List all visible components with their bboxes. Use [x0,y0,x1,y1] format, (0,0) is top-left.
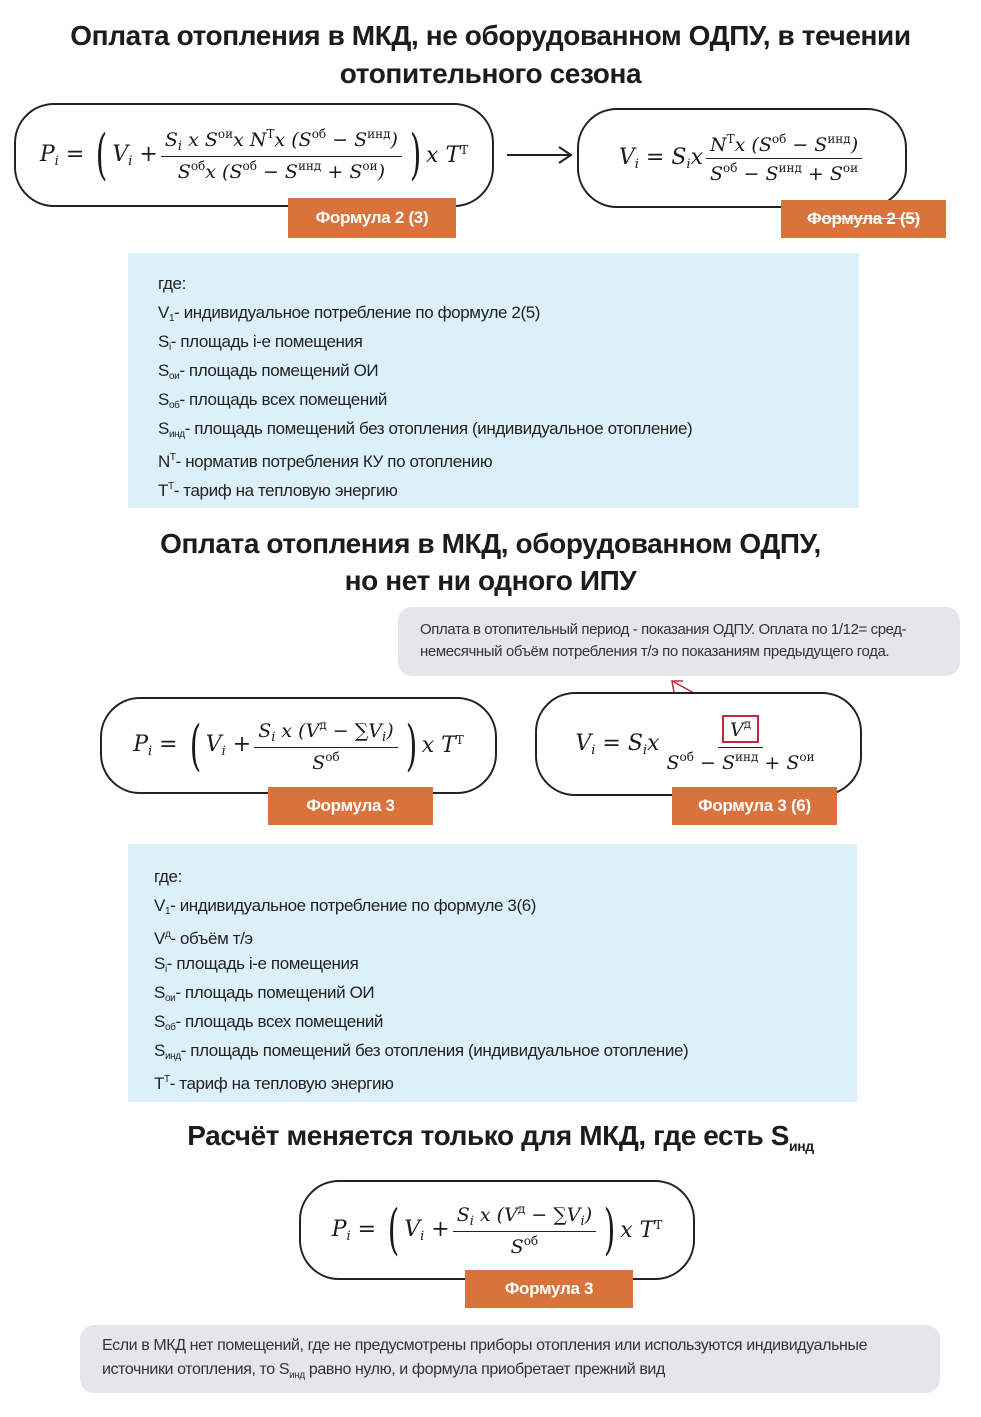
legend-item [158,298,859,327]
bottom-note-line2-b: равно нулю, и формула приобретает прежний вид [304,1361,665,1378]
legend-text: - норматив потребления КУ по отоплению [175,452,493,471]
legend-text: - тариф на тепловую энергию [173,481,398,500]
legend-symbol: N [158,452,170,471]
bottom-note [80,1325,940,1393]
legend-item [158,443,859,472]
legend-text: - индивидуальное потребление по формуле 2(5) [174,303,541,322]
legend-symbol: S [154,1041,165,1060]
legend-symbol-sup: д [164,929,171,940]
formula-3-box: $P_i$ = ( $V_i$ + $\frac{S_i x (V^д - \sum V_i)}{S^{об}}$ ) x $T^T$ [100,697,497,794]
legend-symbol-sub: инд [164,1051,181,1062]
legend-symbol: V [154,896,165,915]
legend-symbol-sup: T [163,1074,170,1085]
odpu-note-callout [398,607,960,676]
legend-text: - площадь всех помещений [175,1012,384,1031]
legend-symbol-sub: i [164,964,167,975]
legend-symbol-sub: 1 [164,906,171,917]
legend-intro: где: [158,274,186,293]
legend-section2 [128,844,857,1102]
formula-3-6-tag: Формула 3 (6) [672,787,837,825]
legend-symbol-sub: ои [168,371,180,382]
legend-symbol: S [154,954,165,973]
legend-symbol: S [158,332,169,351]
legend-symbol-sub: ои [164,993,176,1004]
legend-symbol: S [154,1012,165,1031]
legend-text: - площадь всех помещений [179,390,388,409]
legend-symbol-sub: об [164,1022,176,1033]
section3-title-sub: инд [789,1138,814,1154]
legend-symbol: T [154,1074,164,1093]
legend-symbol-sup: T [167,481,174,492]
legend-text: - площадь i-е помещения [170,332,363,351]
legend-text: - площадь помещений ОИ [179,361,379,380]
arrow-right-icon [507,145,577,165]
legend-symbol: T [158,481,168,500]
legend-symbol-sup: T [169,452,176,463]
legend-symbol: S [154,983,165,1002]
legend-item [158,472,859,501]
legend-item [154,1065,857,1094]
legend-symbol: S [158,419,169,438]
vd-highlight-box: $V^д$ [722,715,759,743]
legend-text: - объём т/э [170,929,253,948]
section3-title-text: Расчёт меняется только для МКД, где есть S [187,1120,790,1151]
legend-text: - площадь помещений ОИ [175,983,375,1002]
legend-symbol: S [158,390,169,409]
legend-item [158,414,859,443]
bottom-note-sub: инд [289,1370,305,1382]
legend-text: - площадь помещений без отопления (индивидуальное отопление) [184,419,693,438]
legend-item [154,891,857,920]
legend-item [158,385,859,414]
legend-symbol: V [154,929,165,948]
legend-item [154,920,857,949]
formula-2-5-tag: Формула 2 (5) [781,200,946,238]
legend-item [154,1007,857,1036]
formula-3-6-box: $V_i = S_ix$ $\frac{V^д}{S^{об} - S^{инд} + S^{ои}}$ [535,692,862,796]
formula-2-3-tag: Формула 2 (3) [288,198,456,238]
legend-item [158,327,859,356]
formula-3-tag: Формула 3 [268,787,433,825]
legend-text: - индивидуальное потребление по формуле 3(6) [170,896,537,915]
legend-item [154,978,857,1007]
formula-2-5-box: $V_i = S_ix$ $\frac{N^Tx (S^{об} - S^{инд})}{S^{об} - S^{инд} + S^{ои}}$ [577,108,907,208]
legend-symbol: V [158,303,169,322]
legend-symbol-sub: об [168,400,180,411]
formula-3-repeat-box: $P_i$ = ( $V_i$ + $\frac{S_i x (V^д - \sum V_i)}{S^{об}}$ ) x $T^T$ [299,1180,695,1280]
section3-title [0,1118,981,1164]
legend-intro: где: [154,867,182,886]
legend-symbol: S [158,361,169,380]
legend-section1 [128,253,859,508]
bottom-note-line1: Если в МКД нет помещений, где не предусмотрены приборы отопления или используются индивидуальные [102,1337,868,1354]
odpu-note-text: Оплата в отопительный период - показания ОДПУ. Оплата по 1/12= сред-немесячный объём потребления т/э по показаниям предыдущего года. [420,621,907,660]
bottom-note-line2 [102,1358,930,1388]
legend-text: - тариф на тепловую энергию [169,1074,394,1093]
legend-symbol-sub: 1 [168,313,175,324]
legend-item [158,356,859,385]
legend-item [154,949,857,978]
section2-title-line2: но нет ни одного ИПУ [344,565,637,596]
formula-3-repeat-tag: Формула 3 [465,1270,633,1308]
section2-title-line1: Оплата отопления в МКД, оборудованном ОДПУ, [160,528,821,559]
bottom-note-line2-a: источники отопления, то S [102,1361,290,1378]
legend-symbol-sub: инд [168,429,185,440]
legend-item [154,1036,857,1065]
section1-title-line1: Оплата отопления в МКД, не оборудованном ОДПУ, в течении [70,20,911,51]
formula-2-3-box: $P_i$ = ( $V_i$ + $\frac{S_i x S^{ои}x N^Tx (S^{об} - S^{инд})}{S^{об}x (S^{об} - S^{инд} + S^{ои})}$ ) x $T^T$ [14,103,494,207]
legend-symbol-sub: i [168,342,171,353]
section1-title-line2: отопительного сезона [339,58,642,89]
legend-text: - площадь i-е помещения [166,954,359,973]
legend-text: - площадь помещений без отопления (индивидуальное отопление) [180,1041,689,1060]
